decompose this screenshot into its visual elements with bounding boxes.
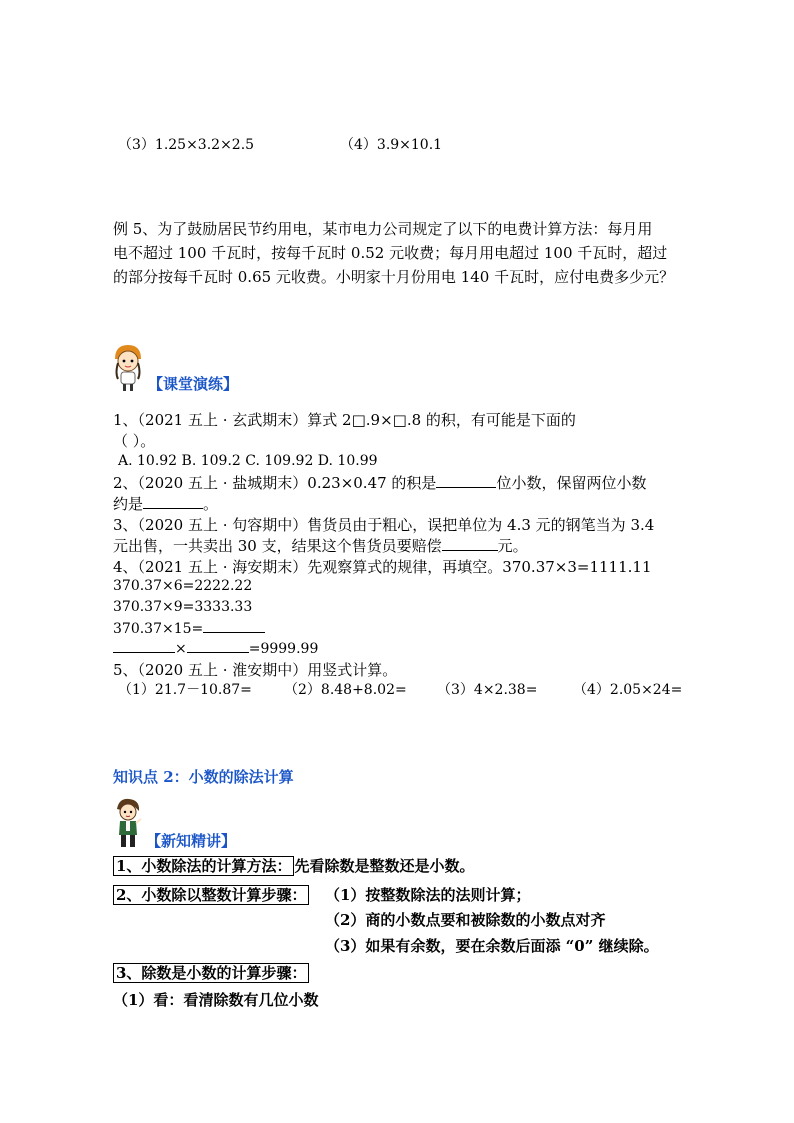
example5-line3: 的部分按每千瓦时 0.65 元收费。小明家十月份用电 140 千瓦时，应付电费多少元？ — [113, 268, 675, 286]
q2-text-b: 位小数，保留两位小数 — [496, 474, 647, 492]
q4-blank-3[interactable] — [187, 638, 249, 653]
q3-text-b: 元出售，一共卖出 30 支，结果这个售货员要赔偿 — [113, 537, 442, 555]
q4-line5 — [113, 638, 318, 659]
boy-avatar-icon — [113, 797, 143, 849]
rule3-step1: （1）看：看清除数有几位小数 — [113, 991, 319, 1009]
q4-blank-2[interactable] — [113, 638, 175, 653]
example5-line2: 电不超过 100 千瓦时，按每千瓦时 0.52 元收费；每月用电超过 100 千瓦时，超过 — [113, 244, 668, 262]
q4-line2: 370.37×6=2222.22 — [113, 578, 253, 594]
q4-text-d: 370.37×15= — [113, 621, 204, 637]
q2-text-a: 2、（2020 五上 · 盐城期末）0.23×0.47 的积是 — [113, 474, 437, 492]
q5-item1: （1）21.7－10.87= — [118, 682, 252, 698]
q2-blank-1[interactable] — [436, 473, 496, 488]
q3-text-c: 元。 — [497, 537, 528, 555]
section2-title: 知识点 2：小数的除法计算 — [113, 768, 294, 786]
q5-item4: （4）2.05×24= — [573, 682, 683, 698]
rule2-box-line — [113, 883, 309, 907]
q2-text-d: 。 — [203, 495, 219, 513]
q3-blank[interactable] — [442, 536, 498, 551]
example5-line1: 例 5、为了鼓励居民节约用电，某市电力公司规定了以下的电费计算方法：每月用 — [113, 220, 653, 238]
q3-line1: 3、（2020 五上 · 句容期中）售货员由于粗心，误把单位为 4.3 元的钢笔当为 3.4 — [113, 516, 655, 534]
practice-header: 【课堂演练】 — [148, 375, 239, 393]
rule2-step2: （2）商的小数点要和被除数的小数点对齐 — [325, 911, 606, 929]
q2-text-c: 约是 — [113, 495, 144, 513]
exercise-item-4: （4）3.9×10.1 — [340, 137, 443, 153]
q5-item3: （3）4×2.38= — [437, 682, 538, 698]
girl-avatar-icon — [110, 343, 146, 393]
q1-line2: （ ）。 — [113, 432, 156, 450]
q5-title: 5、（2020 五上 · 淮安期中）用竖式计算。 — [113, 661, 398, 679]
rule3-box-line — [113, 961, 309, 985]
exercise-item-3: （3）1.25×3.2×2.5 — [118, 137, 255, 153]
rule3-box: 3、除数是小数的计算步骤： — [113, 963, 309, 983]
q4-text-mid: × — [175, 641, 187, 657]
rule1-line — [113, 854, 474, 878]
rule2-box: 2、小数除以整数计算步骤： — [113, 885, 309, 905]
q1-options: A. 10.92 B. 109.2 C. 109.92 D. 10.99 — [118, 453, 378, 469]
q4-blank-1[interactable] — [203, 618, 265, 633]
q4-line3: 370.37×9=3333.33 — [113, 599, 253, 615]
rule2-step1: （1）按整数除法的法则计算； — [325, 886, 531, 904]
q4-line4 — [113, 618, 265, 639]
q1-line1: 1、（2021 五上 · 玄武期末）算式 2□.9×□.8 的积，有可能是下面的 — [113, 411, 576, 429]
rule2-step3: （3）如果有余数，要在余数后面添 “0” 继续除。 — [325, 937, 659, 955]
q5-item2: （2）8.48+8.02= — [284, 682, 407, 698]
q4-line1: 4、（2021 五上 · 海安期末）先观察算式的规律，再填空。370.37×3=1111.11 — [113, 558, 652, 576]
q4-text-end: =9999.99 — [248, 641, 319, 657]
rule1-text: 先看除数是整数还是小数。 — [294, 857, 475, 875]
section2-header: 【新知精讲】 — [146, 832, 237, 850]
q2-blank-2[interactable] — [143, 494, 203, 509]
rule1-box: 1、小数除法的计算方法： — [113, 856, 294, 876]
